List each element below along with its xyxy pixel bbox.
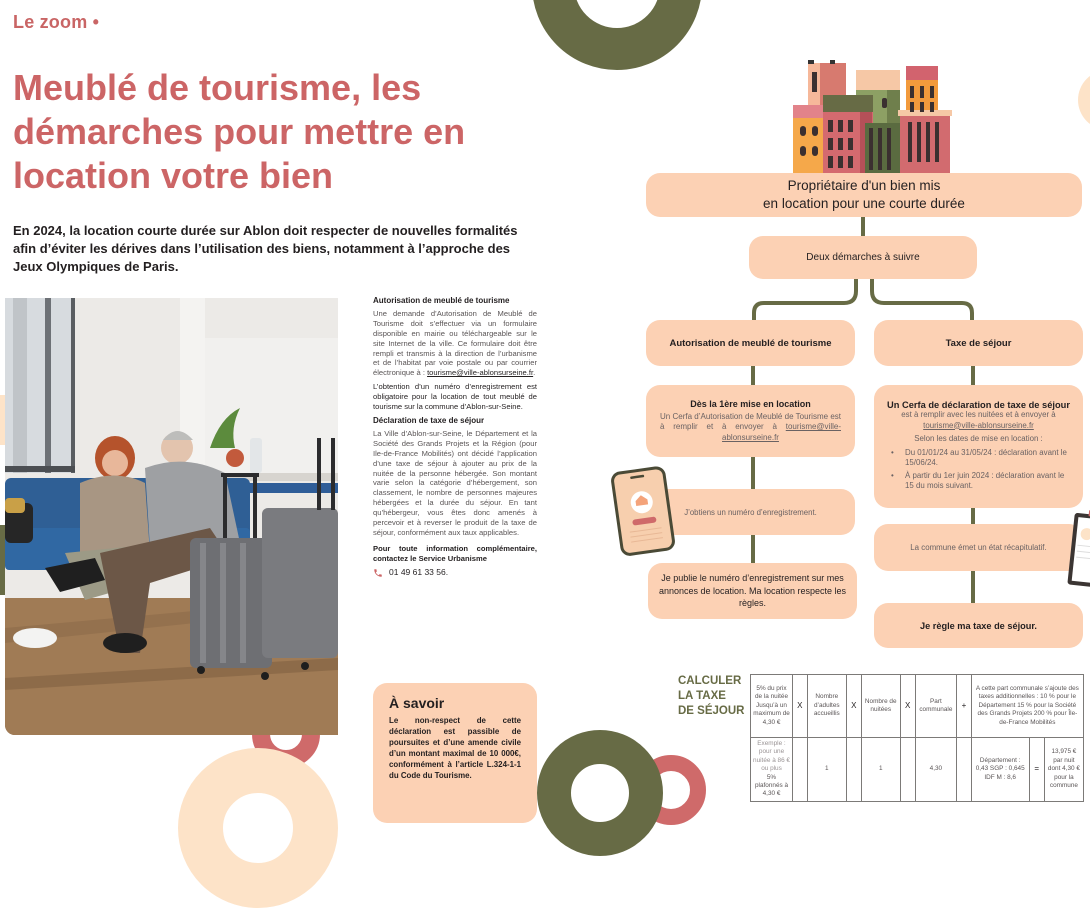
header-nombre-nuitees: Nombre de nuitées (861, 675, 900, 738)
header-prix-nuitee: 5% du prix de la nuitée Jusqu’à un maximum de 4,30 € (751, 675, 793, 738)
section-heading-autorisation: Autorisation de meublé de tourisme (373, 296, 510, 305)
section-heading-taxe: Déclaration de taxe de séjour (373, 415, 485, 425)
table-example-row (751, 738, 1084, 802)
operator-multiply: X (900, 675, 915, 738)
connector-split (750, 279, 980, 324)
decor-ring-olive-bottom-mid (537, 730, 663, 856)
contact-text: Pour toute information complémentaire, contactez le Service Urbanisme (373, 543, 537, 563)
example-part-communale: 4,30 (915, 738, 957, 802)
header-nombre-adultes: Nombre d’adultes accueillis (807, 675, 846, 738)
flow-box-numero: J’obtiens un numéro d’enregistrement. (646, 489, 855, 535)
article-column (373, 296, 537, 578)
connector-right-2 (971, 508, 975, 524)
smartphone-illustration (611, 466, 677, 556)
autorisation-paragraph: Une demande d’Autorisation de Meublé de Tourisme doit s’effectuer via un formulaire disponible en mairie ou téléchargeable sur le site Internet de la ville. Ce formulaire doit être rempli et transmis à la direction de l’urbanisme et de l’habitat par voie postale ou par courrier électronique à : tourisme@ville-ablonsurseine.fr. (373, 308, 537, 378)
header-taxes-additionnelles: A cette part communale s’ajoute des taxes additionnelles : 10 % pour le Département 15 % pour la Société des Grands Projets 200 % pour Île-de-France Mobilités (971, 675, 1083, 738)
header-part-communale: Part communale (915, 675, 957, 738)
page-title: Meublé de tourisme, les démarches pour mettre en location votre bien (13, 67, 466, 196)
flow-box-etat-recap: La commune émet un état récapitulatif. (874, 524, 1083, 571)
taxe-paragraph: La Ville d’Ablon-sur-Seine, le Département et la Société des Grands Projets et la Région (pour Ile-de-France Mobilités) ont décidé l’application d’une taxe de séjour à ajouter au prix de la nuitée de la personne hébergée. Son montant varie selon la catégorie d’hébergement, son classement, le nombre de personnes majeures hébergées et la durée du séjour. En tant qu’hébergeur, vous êtes donc amenés à percevoir et à reverser le produit de la taxe de séjour, conformément aux taux applicables. (373, 428, 537, 537)
operator-plus: + (957, 675, 971, 738)
phone-icon (373, 568, 383, 578)
clipboard-illustration (1065, 510, 1090, 590)
flow-box-proprietaire: Propriétaire d'un bien mis en location pour une courte durée (646, 173, 1082, 217)
couple-luggage-photo (5, 298, 338, 735)
flow-box-taxe: Taxe de séjour (874, 320, 1083, 366)
flow-box-regle-taxe: Je règle ma taxe de séjour. (874, 603, 1083, 648)
example-nombre-adultes: 1 (807, 738, 846, 802)
flow-email-link-left[interactable]: tourisme@ville-ablonsurseine.fr (722, 422, 841, 442)
dates-list-item: • À partir du 1er juin 2024 : déclaration avant le 15 du mois suivant. (891, 471, 1074, 492)
photo-illustration (5, 298, 338, 735)
flow-email-link-right[interactable]: tourisme@ville-ablonsurseine.fr (923, 420, 1034, 430)
connector-left-1 (751, 366, 755, 385)
a-savoir-text: Le non-respect de cette déclaration est passible de poursuites et d’une amende civile d’un montant maximal de 10 000€, conformément à l’article L.324-1-1 du Code du Tourisme. (389, 716, 521, 780)
tax-calculation-table (750, 674, 1084, 802)
phone-row (373, 568, 537, 578)
lead-paragraph: En 2024, la location courte durée sur Ablon doit respecter de nouvelles formalités afin d’éviter les dérives dans l’utilisation des biens, notamment à l’approche des Jeux Olympiques de Paris. (13, 223, 518, 274)
flow-box-deux-demarches: Deux démarches à suivre (749, 236, 977, 279)
connector-left-2 (751, 457, 755, 489)
example-prix-nuitee: Exemple : pour une nuitée à 86 € ou plus 5% plafonnés à 4,30 € (751, 738, 793, 802)
section-kicker: Le zoom • (13, 12, 100, 32)
dates-list (883, 448, 1074, 494)
decor-ring-olive-top (532, 0, 702, 70)
email-link[interactable]: tourisme@ville-ablonsurseine.fr (427, 368, 534, 378)
operator-multiply: X (846, 675, 861, 738)
calc-title: CALCULER LA TAXE DE SÉJOUR (678, 675, 745, 717)
connector-right-3 (971, 571, 975, 603)
buildings-illustration (790, 60, 952, 175)
dates-list-item: • Du 01/01/24 au 31/05/24 : déclaration avant le 15/06/24. (891, 448, 1074, 469)
example-resultat: 13,975 € par nuit dont 4,30 € pour la commune (1044, 738, 1083, 802)
a-savoir-box (373, 683, 537, 823)
operator-equals: = (1029, 738, 1044, 802)
enregistrement-paragraph: L’obtention d’un numéro d’enregistrement est obligatoire pour la location de tout meublé de tourisme sur la commune d’Ablon-sur-Seine. (373, 382, 537, 412)
flow-box-cerfa-taxe: Un Cerfa de déclaration de taxe de séjour est à remplir avec les nuitées et à envoyer à tourisme@ville-ablonsurseine.fr Selon les dates de mise en location : • Du 01/01/24 au 31/05/24 : déclaration avant le 15/06/24. • À partir du 1er juin 2024 : déclaration avant le 15 du mois suivant. (874, 385, 1083, 508)
flow-box-publication: Je publie le numéro d’enregistrement sur mes annonces de location. Ma location respecte les règles. (648, 563, 857, 619)
flow-box-autorisation: Autorisation de meublé de tourisme (646, 320, 855, 366)
connector-left-3 (751, 535, 755, 563)
example-nombre-nuitees: 1 (861, 738, 900, 802)
connector-right-1 (971, 366, 975, 385)
flow-box-premiere-mise: Dès la 1ère mise en location Un Cerfa d’Autorisation de Meublé de Tourisme est à remplir et à envoyer à tourisme@ville-ablonsurseine.fr (646, 385, 855, 457)
connector-main (861, 217, 865, 236)
table-header-row (751, 675, 1084, 738)
phone-number[interactable]: 01 49 61 33 56. (389, 566, 449, 577)
decor-ring-peach-right (1078, 70, 1090, 130)
a-savoir-title: À savoir (389, 695, 445, 711)
decor-ring-peach-bottom-left (178, 748, 338, 908)
operator-multiply: X (793, 675, 808, 738)
example-taxes-additionnelles: Département : 0,43 SGP : 0,645 IDF M : 8,6 (971, 738, 1029, 802)
